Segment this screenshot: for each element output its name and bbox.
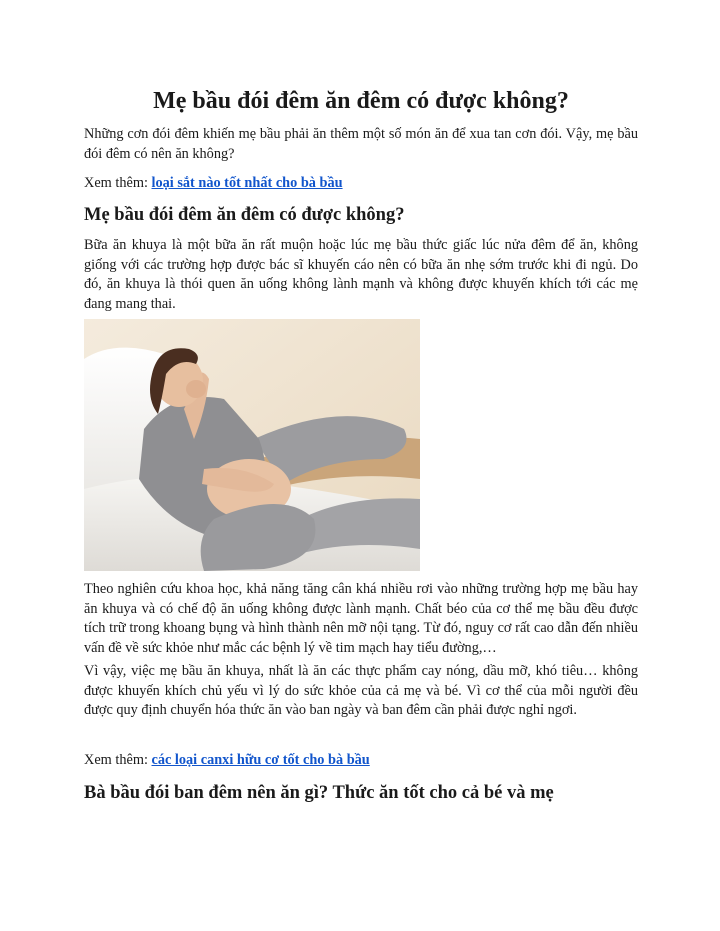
see-more-line-1 [84,174,638,194]
paragraph-1: Bữa ăn khuya là một bữa ăn rất muộn hoặc lúc mẹ bầu thức giấc lúc nửa đêm để ăn, không giống với các trường hợp được bác sĩ khuyến cáo nên có bữa ăn nhẹ sớm trước khi đi ngủ. Do đó, ăn khuya là thói quen ăn uống không lành mạnh và không được khuyến khích tới các mẹ đang mang thai. [84,237,638,312]
section-heading-2: Bà bầu đói ban đêm nên ăn gì? Thức ăn tốt cho cả bé và mẹ [84,783,554,803]
link-organic-calcium[interactable]: các loại canxi hữu cơ tốt cho bà bầu [151,752,370,768]
intro-paragraph: Những cơn đói đêm khiến mẹ bầu phải ăn thêm một số món ăn để xua tan cơn đói. Vậy, mẹ bầu đói đêm có nên ăn không? [84,126,638,162]
see-more-prefix-1: Xem thêm: [84,175,152,191]
see-more-prefix-2: Xem thêm: [84,752,152,768]
section-heading-1: Mẹ bầu đói đêm ăn đêm có được không? [84,205,405,225]
paragraph-3: Vì vậy, việc mẹ bầu ăn khuya, nhất là ăn các thực phẩm cay nóng, dầu mỡ, khó tiêu… không được khuyến khích chủ yếu vì lý do sức khỏe của cả mẹ và bé. Vì cơ thể của mỗi người đều được quy định chuyển hóa thức ăn vào ban ngày và ban đêm cần phải được nghỉ ngơi. [84,663,638,718]
page-title: Mẹ bầu đói đêm ăn đêm có được không? [153,88,569,114]
paragraph-2: Theo nghiên cứu khoa học, khả năng tăng cân khá nhiều rơi vào những trường hợp mẹ bầu hay ăn khuya và có chế độ ăn uống không được lành mạnh. Chất béo của cơ thể mẹ bầu đều được tích trữ trong khoang bụng và hình thành nên mỡ nội tạng. Từ đó, nguy cơ rất cao dẫn đến nhiều vấn đề về sức khỏe như mắc các bệnh lý về tim mạch hay tiểu đường,… [84,581,638,656]
link-iron-supplement[interactable]: loại sắt nào tốt nhất cho bà bầu [151,175,343,191]
see-more-line-2 [84,751,638,771]
pregnant-woman-photo [84,319,420,571]
